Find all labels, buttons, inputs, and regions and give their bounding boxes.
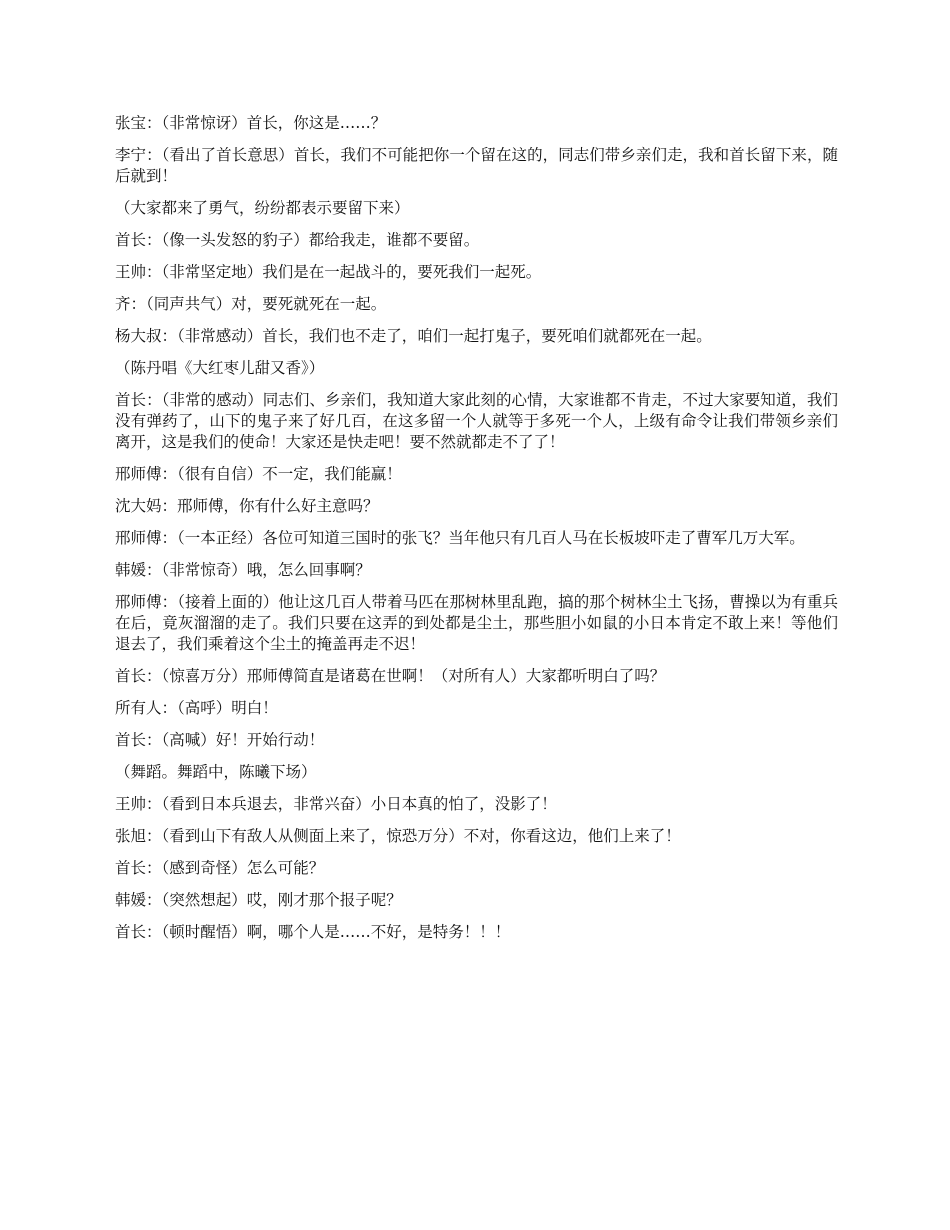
script-line: 张宝：（非常惊讶）首长，你这是……？ [115,114,387,132]
script-line: 王帅：（看到日本兵退去，非常兴奋）小日本真的怕了，没影了！ [115,795,557,813]
script-line: 邢师傅：（一本正经）各位可知道三国时的张飞？当年他只有几百人马在长板坡吓走了曹军几万大军。 [115,529,805,547]
script-line: 韩媛：（突然想起）哎，刚才那个报子呢？ [115,891,402,909]
script-line: 首长：（像一头发怒的豹子）都给我走，谁都不要留。 [115,231,480,249]
stage-direction: （陈丹唱《大红枣儿甜又香》） [115,359,325,377]
script-line: 韩媛：（非常惊奇）哦，怎么回事啊？ [115,561,371,579]
script-line: 齐：（同声共气）对，要死就死在一起。 [115,295,387,313]
script-line: 王帅：（非常坚定地）我们是在一起战斗的，要死我们一起死。 [115,263,542,281]
script-line: 邢师傅：（很有自信）不一定，我们能赢！ [115,465,402,483]
script-line: 首长：（非常的感动）同志们、乡亲们，我知道大家此刻的心情，大家谁都不肯走，不过大家要知道，我们没有弹药了，山下的鬼子来了好几百，在这多留一个人就等于多死一个人，上级有命令让我们带领乡亲们离开，这是我们的使命！大家还是快走吧！要不然就都走不了了！ [115,391,838,451]
script-line: 所有人：（高呼）明白！ [115,699,278,717]
script-line: 张旭：（看到山下有敌人从侧面上来了，惊恐万分）不对，你看这边，他们上来了！ [115,827,681,845]
script-line: 首长：（惊喜万分）邢师傅简直是诸葛在世啊！（对所有人）大家都听明白了吗？ [115,667,666,685]
stage-direction: （舞蹈。舞蹈中，陈曦下场） [115,763,317,781]
script-line: 邢师傅：（接着上面的）他让这几百人带着马匹在那树林里乱跑，搞的那个树林尘土飞扬，曹操以为有重兵在后，竟灰溜溜的走了。我们只要在这弄的到处都是尘土，那些胆小如鼠的小日本肯定不敢上来！等他们退去了，我们乘着这个尘土的掩盖再走不迟！ [115,593,838,653]
script-line: 沈大妈：邢师傅，你有什么好主意吗？ [115,497,379,515]
stage-direction: （大家都来了勇气，纷纷都表示要留下来） [115,199,410,217]
script-line: 首长：（高喊）好！开始行动！ [115,731,325,749]
script-line: 杨大叔：（非常感动）首长，我们也不走了，咱们一起打鬼子，要死咱们就都死在一起。 [115,327,712,345]
script-line: 首长：（感到奇怪）怎么可能？ [115,859,325,877]
script-line: 首长：（顿时醒悟）啊，哪个人是……不好，是特务！！！ [115,923,511,941]
script-line: 李宁：（看出了首长意思）首长，我们不可能把你一个留在这的，同志们带乡亲们走，我和首长留下来，随后就到！ [115,146,838,185]
